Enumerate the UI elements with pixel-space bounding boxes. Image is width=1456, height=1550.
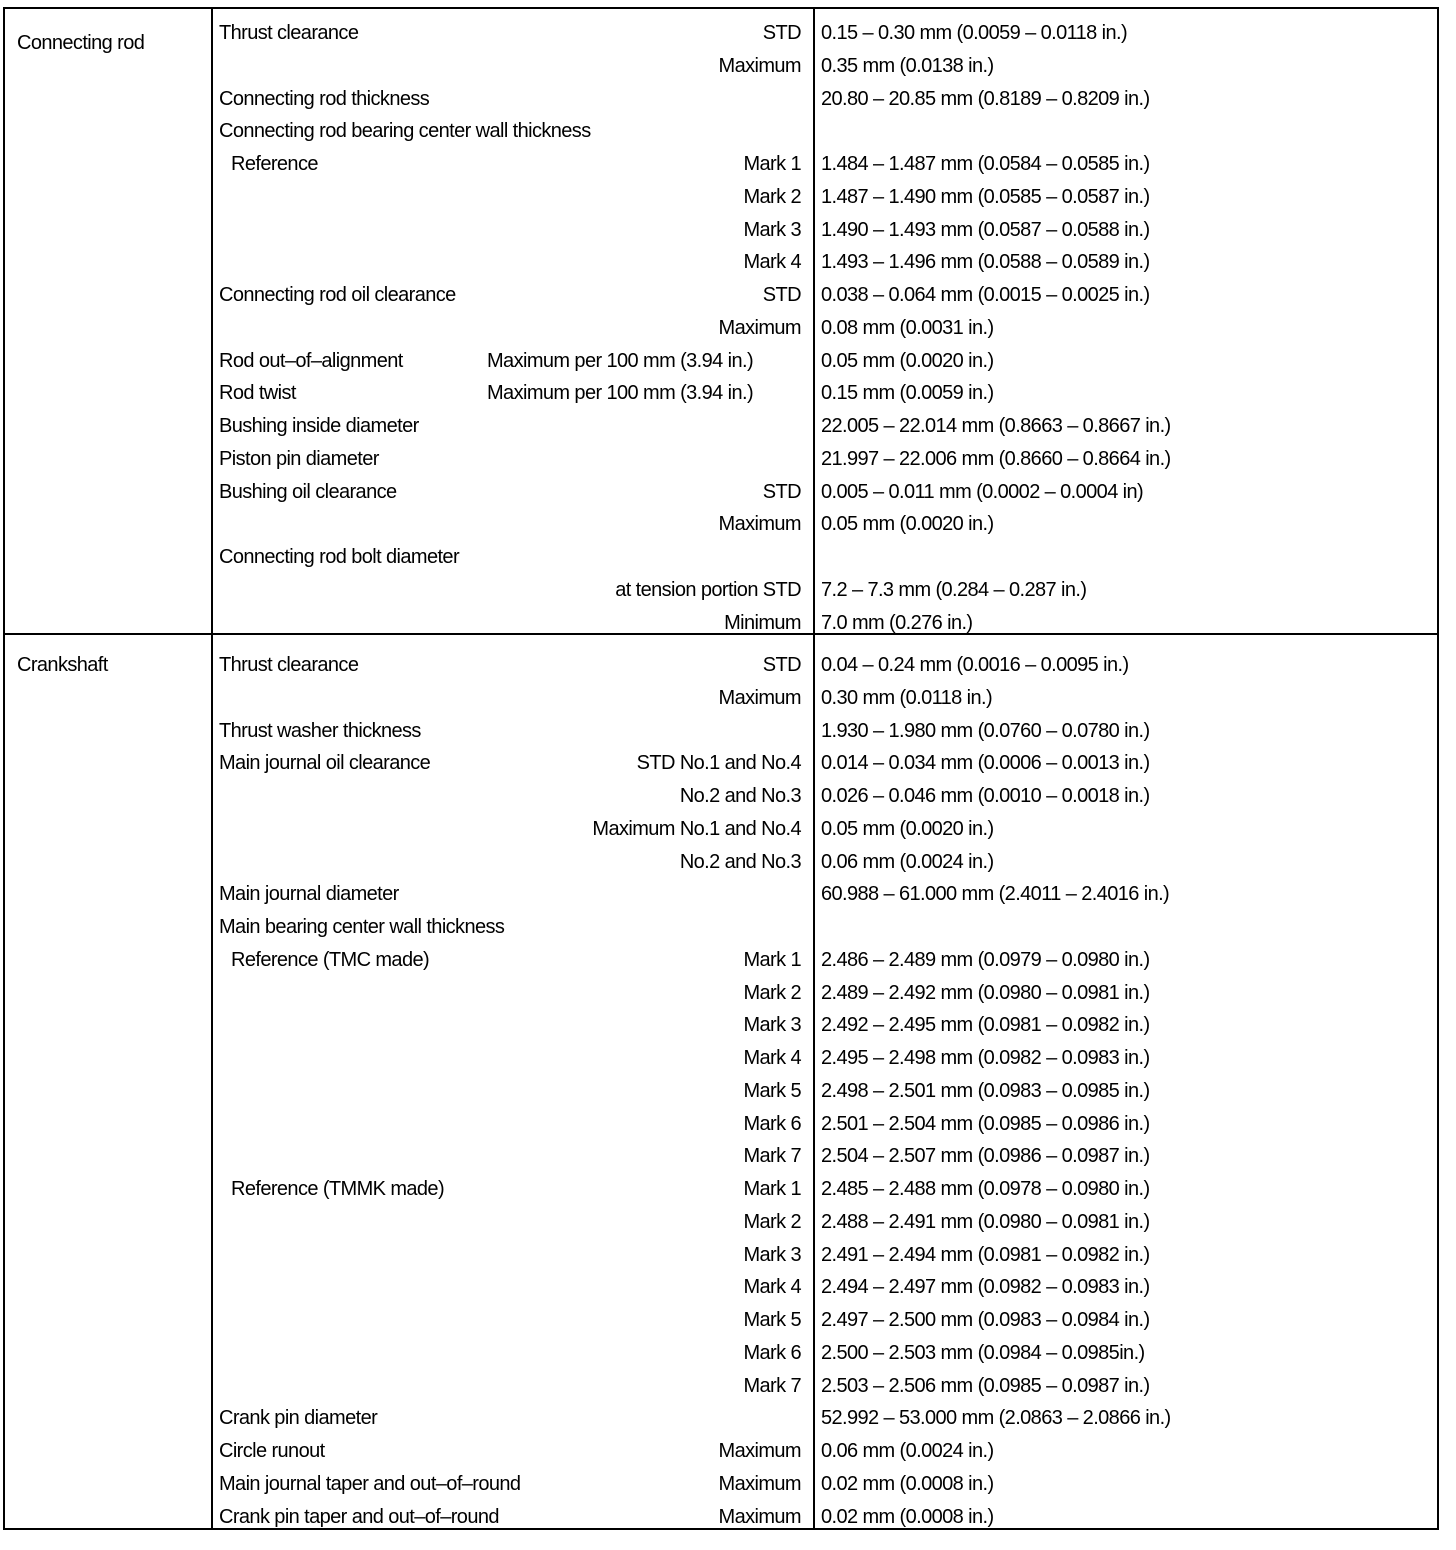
- spec-row: [5, 181, 1437, 214]
- category-label: Crankshaft: [17, 654, 108, 676]
- spec-label: Connecting rod thickness: [219, 87, 430, 110]
- spec-value: 2.495 – 2.498 mm (0.0982 – 0.0983 in.): [821, 1047, 1150, 1069]
- spec-row: [5, 649, 1437, 682]
- spec-value: 1.484 – 1.487 mm (0.0584 – 0.0585 in.): [821, 153, 1150, 175]
- spec-label: Crank pin taper and out–of–round: [219, 1505, 499, 1528]
- spec-value: 0.05 mm (0.0020 in.): [821, 513, 994, 536]
- spec-qualifier: Mark 5: [743, 1079, 801, 1102]
- spec-row: [5, 574, 1437, 607]
- spec-qualifier: Mark 2: [743, 185, 801, 208]
- spec-qualifier: Maximum: [718, 54, 801, 77]
- spec-value: 22.005 – 22.014 mm (0.8663 – 0.8667 in.): [821, 415, 1171, 437]
- spec-row: [5, 1009, 1437, 1042]
- spec-qualifier: Mark 3: [743, 1243, 801, 1266]
- spec-qualifier: Mark 1: [743, 1178, 801, 1200]
- spec-label: Thrust washer thickness: [219, 719, 421, 742]
- spec-qualifier: Mark 4: [743, 1276, 801, 1299]
- spec-qualifier: Mark 6: [743, 1112, 801, 1135]
- spec-row: [5, 911, 1437, 944]
- spec-value: 0.06 mm (0.0024 in.): [821, 850, 994, 873]
- spec-qualifier: Maximum: [718, 1440, 801, 1462]
- spec-qualifier: Minimum: [724, 611, 801, 634]
- spec-row: [5, 1370, 1437, 1403]
- spec-value: 2.489 – 2.492 mm (0.0980 – 0.0981 in.): [821, 981, 1150, 1004]
- spec-value: 21.997 – 22.006 mm (0.8660 – 0.8664 in.): [821, 447, 1171, 470]
- spec-qualifier: Maximum No.1 and No.4: [592, 817, 801, 840]
- spec-value: 2.486 – 2.489 mm (0.0979 – 0.0980 in.): [821, 948, 1150, 971]
- spec-row: [5, 17, 1437, 50]
- spec-row: [5, 1206, 1437, 1239]
- spec-row: [5, 377, 1437, 410]
- spec-label: Circle runout: [219, 1440, 325, 1462]
- spec-value: 2.501 – 2.504 mm (0.0985 – 0.0986 in.): [821, 1112, 1150, 1135]
- spec-value: 0.005 – 0.011 mm (0.0002 – 0.0004 in): [821, 480, 1144, 503]
- spec-row: [5, 1173, 1437, 1206]
- spec-label: Rod out–of–alignment: [219, 349, 403, 372]
- spec-row: [5, 476, 1437, 509]
- spec-row: [5, 312, 1437, 345]
- spec-row: [5, 977, 1437, 1010]
- spec-value: 1.487 – 1.490 mm (0.0585 – 0.0587 in.): [821, 185, 1150, 208]
- spec-value: 60.988 – 61.000 mm (2.4011 – 2.4016 in.): [821, 883, 1170, 906]
- spec-qualifier: Mark 3: [743, 1014, 801, 1037]
- spec-value: 2.504 – 2.507 mm (0.0986 – 0.0987 in.): [821, 1145, 1150, 1168]
- section-connecting-rod: [5, 17, 1437, 633]
- spec-qualifier: Mark 6: [743, 1341, 801, 1364]
- spec-row: [5, 83, 1437, 116]
- spec-row: [5, 1337, 1437, 1370]
- spec-value: 2.500 – 2.503 mm (0.0984 – 0.0985in.): [821, 1341, 1145, 1364]
- section-crankshaft: [5, 649, 1437, 1529]
- spec-value: 52.992 – 53.000 mm (2.0863 – 2.0866 in.): [821, 1407, 1171, 1430]
- spec-label: Bushing inside diameter: [219, 415, 419, 437]
- spec-row: [5, 1108, 1437, 1141]
- spec-value: 2.498 – 2.501 mm (0.0983 – 0.0985 in.): [821, 1079, 1150, 1102]
- spec-row: [5, 780, 1437, 813]
- spec-qualifier: Maximum: [718, 1505, 801, 1528]
- spec-qualifier: STD: [762, 22, 801, 44]
- category-label: Connecting rod: [17, 32, 145, 54]
- spec-qualifier: Maximum: [718, 686, 801, 709]
- spec-qualifier: Mark 3: [743, 218, 801, 241]
- spec-qualifier: Mark 1: [743, 948, 801, 971]
- spec-value: 1.490 – 1.493 mm (0.0587 – 0.0588 in.): [821, 218, 1150, 241]
- spec-value: 0.02 mm (0.0008 in.): [821, 1505, 994, 1528]
- spec-row: [5, 813, 1437, 846]
- spec-qualifier: Maximum: [718, 513, 801, 536]
- spec-row: [5, 944, 1437, 977]
- spec-qualifier: Mark 7: [743, 1145, 801, 1168]
- spec-label: Main bearing center wall thickness: [219, 916, 505, 938]
- spec-row: [5, 1075, 1437, 1108]
- spec-row: [5, 747, 1437, 780]
- spec-label: Reference (TMMK made): [231, 1178, 445, 1200]
- spec-label: Thrust clearance: [219, 22, 359, 44]
- spec-row: [5, 607, 1437, 640]
- spec-label: Main journal diameter: [219, 883, 399, 906]
- spec-label: Main journal taper and out–of–round: [219, 1472, 521, 1495]
- spec-row: [5, 1140, 1437, 1173]
- spec-row: [5, 1304, 1437, 1337]
- spec-value: 1.930 – 1.980 mm (0.0760 – 0.0780 in.): [821, 719, 1150, 742]
- spec-row: [5, 50, 1437, 83]
- spec-row: [5, 846, 1437, 879]
- spec-row: [5, 1402, 1437, 1435]
- spec-condition: Maximum per 100 mm (3.94 in.): [487, 382, 754, 405]
- spec-row: [5, 682, 1437, 715]
- spec-row: [5, 715, 1437, 748]
- spec-qualifier: STD: [762, 654, 801, 676]
- spec-row: [5, 279, 1437, 312]
- spec-value: 0.08 mm (0.0031 in.): [821, 316, 994, 339]
- spec-row: [5, 246, 1437, 279]
- spec-qualifier: Mark 4: [743, 1047, 801, 1069]
- spec-row: [5, 214, 1437, 247]
- spec-value: 0.06 mm (0.0024 in.): [821, 1440, 994, 1462]
- spec-label: Connecting rod bearing center wall thickness: [219, 120, 591, 143]
- spec-value: 0.35 mm (0.0138 in.): [821, 54, 994, 77]
- spec-label: Piston pin diameter: [219, 447, 379, 470]
- spec-label: Thrust clearance: [219, 654, 359, 676]
- spec-value: 0.15 mm (0.0059 in.): [821, 382, 994, 405]
- spec-value: 0.014 – 0.034 mm (0.0006 – 0.0013 in.): [821, 752, 1150, 775]
- spec-row: [5, 115, 1437, 148]
- spec-label: Rod twist: [219, 382, 296, 405]
- spec-qualifier: STD No.1 and No.4: [636, 752, 801, 775]
- spec-value: 2.497 – 2.500 mm (0.0983 – 0.0984 in.): [821, 1309, 1150, 1331]
- spec-condition: Maximum per 100 mm (3.94 in.): [487, 349, 754, 372]
- spec-row: [5, 508, 1437, 541]
- spec-qualifier: STD: [762, 480, 801, 503]
- spec-row: [5, 410, 1437, 443]
- spec-row: [5, 1271, 1437, 1304]
- spec-value: 0.02 mm (0.0008 in.): [821, 1472, 994, 1495]
- spec-label: Crank pin diameter: [219, 1407, 378, 1430]
- spec-qualifier: Mark 7: [743, 1374, 801, 1397]
- spec-row: [5, 345, 1437, 378]
- spec-value: 0.026 – 0.046 mm (0.0010 – 0.0018 in.): [821, 785, 1150, 807]
- spec-row: [5, 1239, 1437, 1272]
- spec-row: [5, 541, 1437, 574]
- spec-qualifier: Mark 1: [743, 153, 801, 175]
- spec-label: Bushing oil clearance: [219, 480, 397, 503]
- spec-value: 0.15 – 0.30 mm (0.0059 – 0.0118 in.): [821, 22, 1128, 44]
- spec-value: 0.05 mm (0.0020 in.): [821, 349, 994, 372]
- spec-row: [5, 1501, 1437, 1534]
- spec-value: 0.04 – 0.24 mm (0.0016 – 0.0095 in.): [821, 654, 1129, 676]
- spec-value: 0.30 mm (0.0118 in.): [821, 686, 993, 709]
- spec-qualifier: Mark 5: [743, 1309, 801, 1331]
- spec-row: [5, 878, 1437, 911]
- spec-value: 2.488 – 2.491 mm (0.0980 – 0.0981 in.): [821, 1210, 1150, 1233]
- spec-value: 2.503 – 2.506 mm (0.0985 – 0.0987 in.): [821, 1374, 1150, 1397]
- spec-label: Connecting rod bolt diameter: [219, 546, 460, 568]
- spec-qualifier: Maximum: [718, 1472, 801, 1495]
- spec-value: 2.492 – 2.495 mm (0.0981 – 0.0982 in.): [821, 1014, 1150, 1037]
- spec-label: Reference (TMC made): [231, 948, 430, 971]
- spec-value: 2.491 – 2.494 mm (0.0981 – 0.0982 in.): [821, 1243, 1150, 1266]
- spec-label: Connecting rod oil clearance: [219, 284, 456, 306]
- spec-qualifier: Maximum: [718, 316, 801, 339]
- spec-value: 20.80 – 20.85 mm (0.8189 – 0.8209 in.): [821, 87, 1150, 110]
- spec-row: [5, 1468, 1437, 1501]
- spec-value: 1.493 – 1.496 mm (0.0588 – 0.0589 in.): [821, 251, 1150, 274]
- spec-qualifier: at tension portion STD: [615, 578, 801, 601]
- spec-table: [3, 7, 1439, 1530]
- spec-row: [5, 1042, 1437, 1075]
- spec-qualifier: No.2 and No.3: [679, 785, 801, 807]
- spec-value: 0.05 mm (0.0020 in.): [821, 817, 994, 840]
- spec-row: [5, 1435, 1437, 1468]
- spec-label: Reference: [231, 153, 318, 175]
- spec-row: [5, 443, 1437, 476]
- spec-value: 2.485 – 2.488 mm (0.0978 – 0.0980 in.): [821, 1178, 1150, 1200]
- spec-qualifier: No.2 and No.3: [679, 850, 801, 873]
- spec-row: [5, 148, 1437, 181]
- spec-qualifier: Mark 2: [743, 1210, 801, 1233]
- spec-label: Main journal oil clearance: [219, 752, 431, 775]
- spec-qualifier: STD: [762, 284, 801, 306]
- spec-value: 7.2 – 7.3 mm (0.284 – 0.287 in.): [821, 578, 1087, 601]
- spec-value: 7.0 mm (0.276 in.): [821, 611, 973, 634]
- spec-qualifier: Mark 4: [743, 251, 801, 274]
- spec-value: 2.494 – 2.497 mm (0.0982 – 0.0983 in.): [821, 1276, 1150, 1299]
- spec-qualifier: Mark 2: [743, 981, 801, 1004]
- spec-value: 0.038 – 0.064 mm (0.0015 – 0.0025 in.): [821, 284, 1150, 306]
